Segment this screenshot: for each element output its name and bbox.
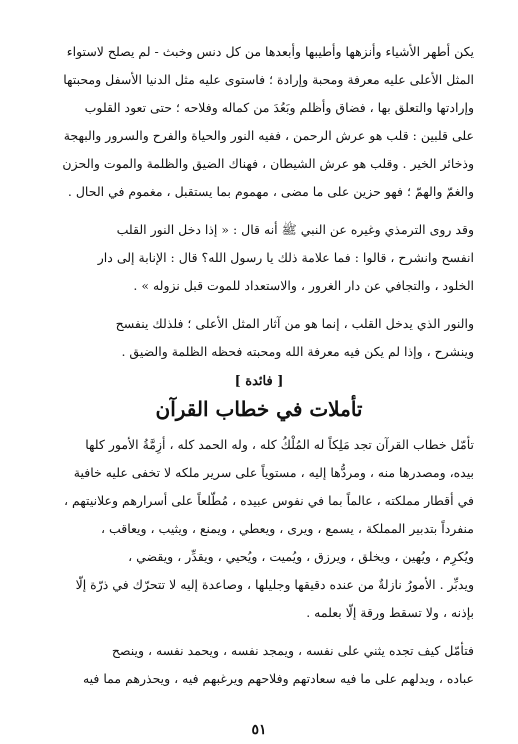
paragraph-4 (44, 431, 474, 627)
text-line: ويدبِّر . الأمورُ نازلةٌ من عنده دقيقها وجليلها ، وصاعدة إليه لا تتحرّك في ذرّة إلّا (75, 577, 474, 592)
text-line: تأمّل خطاب القرآن تجد مَلِكاً له المُلْكُ كله ، وله الحمد كله ، أزِمَّةُ الأمور كلها (85, 437, 474, 452)
text-line: وقد روى الترمذي وغيره عن النبي ﷺ أنه قال : « إذا دخل النور القلب (116, 222, 474, 237)
text-line: منفرداً بتدبير المملكة ، يسمع ، ويرى ، ويعطي ، ويمنع ، ويثيب ، ويعاقب ، (100, 521, 474, 536)
paragraph-1 (44, 38, 474, 206)
text-line: بيده، ومصدرها منه ، ومردُّها إليه ، مستوياً على سرير ملكه لا تخفى عليه خافية (73, 465, 474, 480)
text-line: انفسح وانشرح ، قالوا : فما علامة ذلك يا رسول الله؟ قال : الإنابة إلى دار (97, 250, 474, 265)
paragraph-2 (44, 216, 474, 300)
text-line: بإذنه ، ولا تسقط ورقة إلّا بعلمه . (306, 605, 474, 620)
text-line: وإرادتها والتعلق بها ، فضاق وأظلم وبَعُدَ من كماله وفلاحه ؛ حتى تعود القلوب (84, 100, 474, 115)
text-line: في أقطار مملكته ، عالماً بما في نفوس عبيده ، مُطّلعاً على أسرارهم وعلانيتهم ، (63, 493, 474, 508)
section-title: تأملات في خطاب القرآن (155, 397, 363, 421)
page-number: ٥١ (251, 722, 267, 738)
text-line: والغمّ والهمّ ؛ فهو حزين على ما مضى ، مهموم بما يستقبل ، مغموم في الحال . (67, 184, 474, 199)
paragraph-3 (44, 310, 474, 366)
text-line: الخلود ، والتجافي عن دار الغرور ، والاستعداد للموت قبل نزوله » . (133, 278, 474, 293)
text-line: ويُكرِم ، ويُهين ، ويخلق ، ويرزق ، ويُميت ، ويُحيي ، ويقدِّر ، ويقضي ، (128, 549, 474, 564)
section-tag: [ فائدة ] (234, 374, 284, 389)
text-line: المثل الأعلى عليه معرفة ومحبة وإرادة ؛ فاستوى عليه مثل الدنيا الأسفل ومحبتها (63, 72, 474, 87)
text-line: وينشرح ، وإذا لم يكن فيه معرفة الله ومحبته فحظه الظلمة والضيق . (121, 344, 474, 359)
text-line: فتأمّل كيف تجده يثني على نفسه ، ويمجد نفسه ، ويحمد نفسه ، وينصح (111, 643, 474, 658)
text-line: وذخائر الخير . وقلب هو عرش الشيطان ، فهناك الضيق والظلمة والموت والحزن (62, 156, 474, 171)
text-line: والنور الذي يدخل القلب ، إنما هو من آثار المثل الأعلى ؛ فلذلك ينفسح (115, 316, 474, 331)
text-line: عباده ، ويدلهم على ما فيه سعادتهم وفلاحهم ويرغبهم فيه ، ويحذرهم مما فيه (82, 671, 474, 686)
text-line: على قلبين : قلب هو عرش الرحمن ، ففيه النور والحياة والفرح والسرور والبهجة (63, 128, 474, 143)
paragraph-5 (44, 637, 474, 693)
text-line: يكن أطهر الأشياء وأنزهها وأطيبها وأبعدها من كل دنس وخبث - لم يصلح لاستواء (66, 44, 474, 59)
